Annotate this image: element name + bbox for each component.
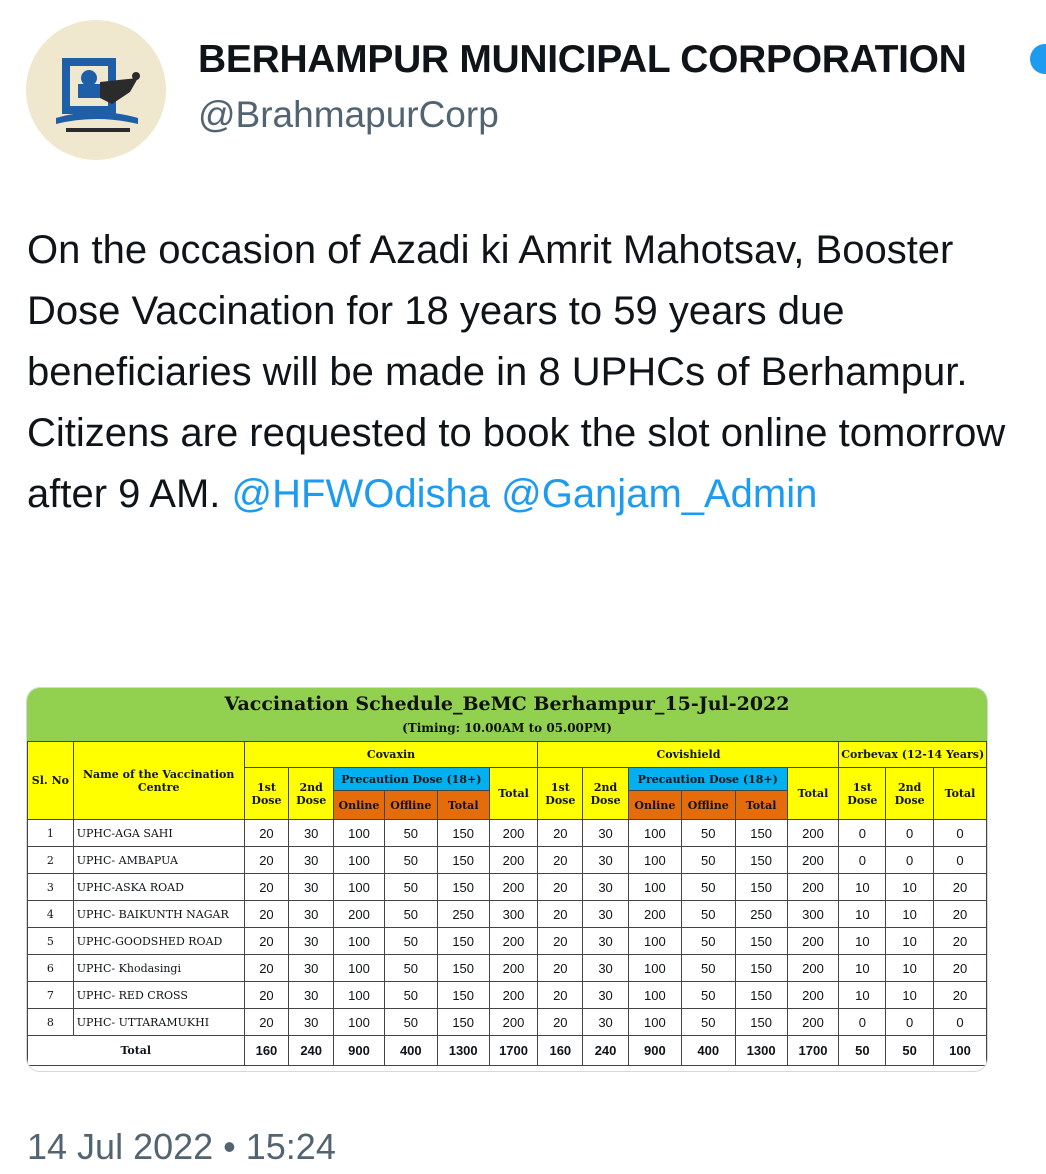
mention-hfwodisha[interactable]: @HFWOdisha (231, 472, 490, 516)
table-cell: 150 (437, 1009, 489, 1036)
table-cell: 100 (628, 874, 681, 901)
table-cell: 200 (787, 847, 839, 874)
table-cell: 10 (839, 955, 886, 982)
row-number: 2 (28, 847, 74, 874)
table-cell: 150 (437, 982, 489, 1009)
table-cell: 200 (787, 955, 839, 982)
total-cell: 50 (839, 1036, 886, 1066)
centre-name: UPHC- RED CROSS (73, 982, 244, 1009)
table-cell: 150 (437, 874, 489, 901)
table-cell: 20 (934, 901, 987, 928)
table-row (28, 874, 987, 901)
table-cell: 0 (839, 847, 886, 874)
table-cell: 30 (583, 1009, 629, 1036)
table-cell: 20 (538, 901, 583, 928)
schedule-header (27, 688, 987, 743)
total-cell: 1700 (489, 1036, 538, 1066)
table-cell: 200 (787, 820, 839, 847)
table-cell: 0 (886, 820, 934, 847)
table-row (28, 901, 987, 928)
table-cell: 50 (681, 901, 735, 928)
table-cell: 10 (886, 955, 934, 982)
corbevax-total-header: Total (934, 768, 987, 820)
row-number: 4 (28, 901, 74, 928)
covaxin-total-header: Total (489, 768, 538, 820)
table-cell: 100 (334, 820, 385, 847)
table-cell: 0 (934, 820, 987, 847)
covaxin-precaution-header: Precaution Dose (18+) (334, 768, 490, 791)
table-cell: 50 (681, 955, 735, 982)
total-cell: 160 (538, 1036, 583, 1066)
table-cell: 30 (289, 1009, 334, 1036)
corbevax-dose1-header: 1st Dose (839, 768, 886, 820)
table-cell: 200 (489, 847, 538, 874)
table-cell: 30 (289, 820, 334, 847)
total-label: Total (28, 1036, 245, 1066)
table-cell: 30 (583, 874, 629, 901)
tweet-media-image[interactable] (26, 687, 988, 1072)
table-cell: 20 (244, 955, 289, 982)
table-cell: 150 (735, 874, 787, 901)
table-cell: 20 (538, 982, 583, 1009)
table-cell: 0 (886, 1009, 934, 1036)
table-cell: 20 (538, 874, 583, 901)
table-cell: 20 (244, 820, 289, 847)
table-cell: 200 (787, 1009, 839, 1036)
table-cell: 100 (628, 847, 681, 874)
table-cell: 50 (384, 955, 437, 982)
table-cell: 100 (334, 928, 385, 955)
table-cell: 10 (839, 982, 886, 1009)
table-cell: 50 (384, 1009, 437, 1036)
total-cell: 400 (384, 1036, 437, 1066)
total-cell: 240 (289, 1036, 334, 1066)
covaxin-dose2-header: 2nd Dose (289, 768, 334, 820)
table-cell: 20 (538, 820, 583, 847)
table-cell: 100 (628, 955, 681, 982)
table-cell: 150 (735, 982, 787, 1009)
table-cell: 100 (334, 874, 385, 901)
row-number: 3 (28, 874, 74, 901)
centre-name: UPHC- BAIKUNTH NAGAR (73, 901, 244, 928)
table-cell: 30 (583, 928, 629, 955)
table-cell: 10 (886, 928, 934, 955)
total-cell: 400 (681, 1036, 735, 1066)
col-sl-no: Sl. No (28, 742, 74, 820)
table-cell: 50 (384, 901, 437, 928)
table-cell: 150 (735, 928, 787, 955)
centre-name: UPHC-ASKA ROAD (73, 874, 244, 901)
group-covaxin: Covaxin (244, 742, 538, 768)
table-cell: 10 (839, 901, 886, 928)
total-cell: 160 (244, 1036, 289, 1066)
covishield-offline-header: Offline (681, 791, 735, 820)
covaxin-online-header: Online (334, 791, 385, 820)
covaxin-precaution-total-header: Total (437, 791, 489, 820)
table-row (28, 847, 987, 874)
table-cell: 30 (583, 820, 629, 847)
total-cell: 1700 (787, 1036, 839, 1066)
row-number: 6 (28, 955, 74, 982)
table-cell: 200 (489, 955, 538, 982)
table-row (28, 982, 987, 1009)
total-cell: 100 (934, 1036, 987, 1066)
row-number: 8 (28, 1009, 74, 1036)
centre-name: UPHC-AGA SAHI (73, 820, 244, 847)
table-cell: 100 (628, 820, 681, 847)
table-cell: 20 (244, 874, 289, 901)
table-cell: 30 (289, 928, 334, 955)
table-cell: 10 (886, 874, 934, 901)
table-cell: 50 (681, 1009, 735, 1036)
table-cell: 20 (934, 982, 987, 1009)
table-cell: 150 (735, 820, 787, 847)
table-cell: 30 (583, 847, 629, 874)
total-row (28, 1036, 987, 1066)
covishield-dose1-header: 1st Dose (538, 768, 583, 820)
table-cell: 50 (384, 982, 437, 1009)
table-cell: 50 (681, 820, 735, 847)
table-cell: 20 (538, 1009, 583, 1036)
table-cell: 200 (787, 874, 839, 901)
covishield-precaution-total-header: Total (735, 791, 787, 820)
table-cell: 30 (289, 955, 334, 982)
col-centre-name: Name of the Vaccination Centre (73, 742, 244, 820)
row-number: 7 (28, 982, 74, 1009)
table-cell: 100 (334, 955, 385, 982)
table-cell: 50 (384, 847, 437, 874)
table-cell: 30 (289, 874, 334, 901)
tweet-timestamp[interactable]: 14 Jul 2022 • 15:24 (27, 1126, 336, 1167)
table-cell: 100 (334, 847, 385, 874)
table-cell: 20 (934, 928, 987, 955)
covaxin-offline-header: Offline (384, 791, 437, 820)
table-cell: 300 (489, 901, 538, 928)
account-name[interactable]: BERHAMPUR MUNICIPAL CORPORATION (198, 38, 967, 81)
covishield-precaution-header: Precaution Dose (18+) (628, 768, 787, 791)
vaccination-schedule-table (27, 741, 987, 1066)
table-cell: 10 (886, 901, 934, 928)
table-cell: 30 (583, 982, 629, 1009)
mention-ganjam-admin[interactable]: @Ganjam_Admin (501, 472, 818, 516)
table-cell: 150 (735, 1009, 787, 1036)
table-cell: 250 (735, 901, 787, 928)
total-cell: 900 (334, 1036, 385, 1066)
table-cell: 50 (384, 928, 437, 955)
table-cell: 150 (437, 928, 489, 955)
table-cell: 30 (583, 955, 629, 982)
table-cell: 0 (886, 847, 934, 874)
table-row (28, 928, 987, 955)
corbevax-dose2-header: 2nd Dose (886, 768, 934, 820)
table-cell: 100 (628, 1009, 681, 1036)
table-cell: 10 (886, 982, 934, 1009)
table-cell: 200 (489, 1009, 538, 1036)
group-covishield: Covishield (538, 742, 839, 768)
table-cell: 200 (489, 982, 538, 1009)
table-cell: 0 (934, 847, 987, 874)
schedule-timing: (Timing: 10.00AM to 05.00PM) (402, 721, 612, 735)
table-cell: 30 (583, 901, 629, 928)
group-corbevax: Corbevax (12-14 Years) (839, 742, 987, 768)
table-cell: 20 (244, 901, 289, 928)
table-cell: 200 (334, 901, 385, 928)
table-cell: 150 (437, 955, 489, 982)
table-cell: 50 (681, 982, 735, 1009)
total-cell: 1300 (735, 1036, 787, 1066)
table-cell: 200 (787, 928, 839, 955)
municipal-logo-icon (26, 20, 166, 160)
total-cell: 240 (583, 1036, 629, 1066)
table-row (28, 1009, 987, 1036)
table-cell: 200 (787, 982, 839, 1009)
tweet-paragraph-1: On the occasion of Azadi ki Amrit Mahotsav, Booster Dose Vaccination for 18 years to 59 years due beneficiaries will be made in 8 UPHCs of Berhampur. (27, 228, 968, 394)
table-cell: 30 (289, 847, 334, 874)
total-cell: 1300 (437, 1036, 489, 1066)
table-cell: 10 (839, 874, 886, 901)
table-cell: 20 (538, 928, 583, 955)
total-cell: 900 (628, 1036, 681, 1066)
table-cell: 100 (628, 982, 681, 1009)
table-cell: 30 (289, 901, 334, 928)
table-cell: 200 (489, 928, 538, 955)
table-cell: 20 (244, 847, 289, 874)
table-cell: 200 (489, 820, 538, 847)
table-cell: 100 (334, 982, 385, 1009)
table-cell: 50 (384, 820, 437, 847)
centre-name: UPHC- Khodasingi (73, 955, 244, 982)
table-cell: 250 (437, 901, 489, 928)
table-cell: 100 (628, 928, 681, 955)
covaxin-dose1-header: 1st Dose (244, 768, 289, 820)
centre-name: UPHC- AMBAPUA (73, 847, 244, 874)
total-cell: 50 (886, 1036, 934, 1066)
table-cell: 200 (489, 874, 538, 901)
table-cell: 50 (681, 874, 735, 901)
table-cell: 0 (839, 820, 886, 847)
schedule-body (28, 820, 987, 1036)
table-cell: 150 (437, 820, 489, 847)
row-number: 1 (28, 820, 74, 847)
tweet-text (27, 220, 1027, 525)
table-cell: 20 (244, 1009, 289, 1036)
table-row (28, 955, 987, 982)
covishield-online-header: Online (628, 791, 681, 820)
table-cell: 10 (839, 928, 886, 955)
table-cell: 20 (244, 928, 289, 955)
table-cell: 150 (437, 847, 489, 874)
table-cell: 20 (934, 955, 987, 982)
centre-name: UPHC-GOODSHED ROAD (73, 928, 244, 955)
table-cell: 50 (384, 874, 437, 901)
table-cell: 20 (934, 874, 987, 901)
table-cell: 20 (244, 982, 289, 1009)
centre-name: UPHC- UTTARAMUKHI (73, 1009, 244, 1036)
table-row (28, 820, 987, 847)
account-handle[interactable]: @BrahmapurCorp (198, 94, 499, 135)
table-cell: 200 (628, 901, 681, 928)
covishield-dose2-header: 2nd Dose (583, 768, 629, 820)
table-cell: 50 (681, 928, 735, 955)
table-cell: 0 (934, 1009, 987, 1036)
table-cell: 100 (334, 1009, 385, 1036)
table-cell: 30 (289, 982, 334, 1009)
table-cell: 300 (787, 901, 839, 928)
table-cell: 50 (681, 847, 735, 874)
row-number: 5 (28, 928, 74, 955)
table-cell: 20 (538, 847, 583, 874)
verified-badge-icon (1030, 44, 1046, 74)
covishield-total-header: Total (787, 768, 839, 820)
tweet-paragraph-2 (27, 403, 1027, 525)
table-cell: 150 (735, 847, 787, 874)
schedule-title: Vaccination Schedule_BeMC Berhampur_15-Jul-2022 (224, 693, 790, 715)
table-cell: 20 (538, 955, 583, 982)
table-cell: 150 (735, 955, 787, 982)
tweet-paragraph-2-text: Citizens are requested to book the slot online tomorrow after 9 AM. (27, 411, 1006, 516)
account-avatar[interactable] (26, 20, 166, 160)
table-cell: 0 (839, 1009, 886, 1036)
